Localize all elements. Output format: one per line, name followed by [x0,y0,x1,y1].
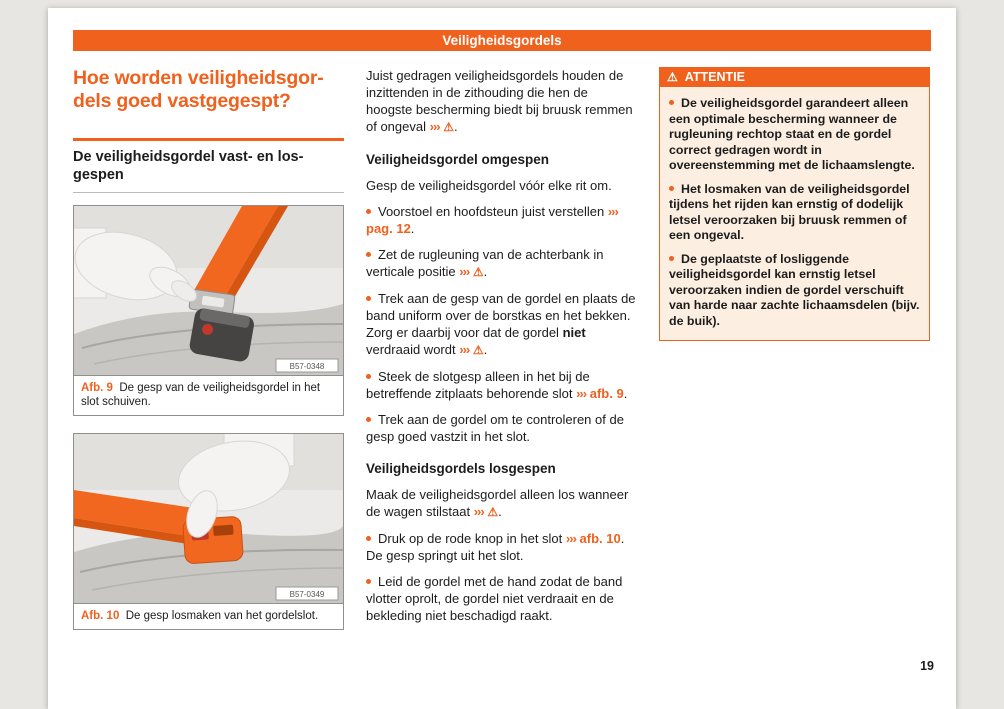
bullet-dot [366,296,371,301]
paragraph-text: . [483,264,488,279]
image-code: B57-0349 [289,590,325,599]
reference-marker: ››› [459,342,470,357]
image-code-label [276,359,338,372]
figure-afb-9-caption-text: De gesp van de veiligheidsgordel in het slot schuiven. [81,382,321,408]
figure-afb-9 [73,205,344,416]
figure-reference: afb. 10 [579,531,621,546]
right-column [659,67,930,647]
subsection-title-line-2: gespen [73,167,124,183]
bullet-release-1 [366,530,637,564]
paragraph-text: verdraaid wordt [366,342,456,357]
attention-text: Het losmaken van de veiligheidsgordel tijdens het rijden kan ernstig of dodelijk letsel veroorzaken bij bruusk remmen of een ongeval. [669,181,910,242]
bullet-fasten-5 [366,411,637,445]
paragraph-text: Steek de slotgesp alleen in het bij de betreffende zitplaats behorende slot [366,369,590,401]
figure-afb-9-caption [74,376,343,415]
middle-column [366,67,637,647]
page-number: 19 [920,659,934,673]
paragraph-text: Zet de rugleuning van de achterbank in verticale positie [366,247,604,279]
warning-triangle-icon: ⚠ [443,120,455,134]
warning-triangle-icon: ⚠ [667,70,678,84]
image-code: B57-0348 [289,362,325,371]
intro-paragraph [366,67,637,136]
attention-box [659,67,930,341]
bullet-dot [366,417,371,422]
paragraph-text: Leid de gordel met de hand zodat de band vlotter oprolt, de gordel niet verdraait en de bekleding niet beschadigd raakt. [366,574,623,623]
attention-header [659,67,930,87]
reference-marker: ››› [429,119,440,134]
attention-item-2 [669,182,920,244]
release-intro-paragraph [366,486,637,521]
attention-text: De veiligheidsgordel garandeert alleen een optimale bescherming wanneer de rugleuning rechtop staat en de gordel correct gedragen wordt in overeenstemming met de lichaamslengte. [669,96,915,172]
subsection-title-line-1: De veiligheidsgordel vast- en los- [73,149,304,165]
page-title-line-1: Hoe worden veiligheidsgor- [73,67,324,89]
subsection-title [73,138,344,193]
bullet-dot [366,579,371,584]
paragraph-text: Voorstoel en hoofdsteun juist verstellen [378,204,605,219]
page-title [73,67,344,113]
figure-afb-10-image [74,434,343,604]
bullet-dot [669,100,674,105]
heading-fasten: Veiligheidsgordel omgespen [366,152,550,167]
paragraph-text: Trek aan de gordel om te controleren of de gesp goed vastzit in het slot. [366,412,624,444]
figure-afb-10-caption-text: De gesp losmaken van het gordelslot. [125,610,319,622]
figure-afb-10-caption [74,604,343,629]
reference-marker: ››› [565,531,576,546]
figure-afb-10 [73,433,344,630]
paragraph-text: . [623,386,628,401]
image-code-label [276,587,338,600]
bullet-fasten-4 [366,368,637,402]
bullet-dot [366,374,371,379]
figure-afb-9-image [74,206,343,376]
figure-afb-10-label: Afb. 10 [81,610,120,622]
bullet-dot [366,536,371,541]
paragraph-text: . [454,119,458,134]
page-reference: pag. 12 [366,221,411,236]
paragraph-text: Maak de veiligheidsgordel alleen los wanneer de wagen stilstaat [366,487,629,519]
reference-marker: ››› [576,386,587,401]
figure-afb-9-label: Afb. 9 [81,382,113,394]
attention-item-1 [669,96,920,174]
bullet-fasten-3 [366,290,637,359]
warning-triangle-icon: ⚠ [472,265,484,279]
seatbelt-insert-illustration [74,206,343,376]
chapter-header-bar [73,30,931,51]
bullet-dot [366,252,371,257]
fasten-intro-paragraph: Gesp de veiligheidsgordel vóór elke rit om. [366,178,612,193]
figure-reference: afb. 9 [589,386,624,401]
reference-marker: ››› [473,504,484,519]
bullet-release-2 [366,573,637,624]
attention-text: De geplaatste of losliggende veiligheidsgordel kan ernstig letsel veroorzaken indien de gordel verschuift van harde naar zachte lichaamsdelen (bijv. de buik). [669,251,920,328]
paragraph-text: Trek aan de gesp van de gordel en plaats de band uniform over de borstkas en het bekken. Zorg er daarbij voor dat de gordel [366,291,636,340]
attention-title: ATTENTIE [684,70,745,84]
paragraph-text: . [498,504,502,519]
reference-marker: ››› [459,264,470,279]
bullet-dot [669,256,674,261]
attention-item-3 [669,252,920,330]
attention-body [659,87,930,341]
emphasis-word: niet [562,325,586,340]
bullet-fasten-2 [366,246,637,281]
bullet-fasten-1 [366,203,637,237]
chapter-title: Veiligheidsgordels [442,33,562,48]
page-columns [73,67,931,647]
paragraph-text: Juist gedragen veiligheidsgordels houden de inzittenden in de zithouding die hen de hoogste bescherming biedt bij bruusk remmen of ongeval [366,68,633,134]
paragraph-text: . [410,221,415,236]
heading-release: Veiligheidsgordels losgespen [366,461,556,476]
page-title-line-2: dels goed vastgegespt? [73,90,291,112]
bullet-dot [366,209,371,214]
paragraph-text: . De gesp springt uit het slot. [366,531,625,563]
warning-triangle-icon: ⚠ [472,343,484,357]
paragraph-text: . [483,342,488,357]
warning-triangle-icon: ⚠ [487,505,499,519]
manual-page [48,8,956,709]
seatbelt-release-illustration [74,434,343,604]
reference-marker: ››› [607,204,618,219]
paragraph-text: Druk op de rode knop in het slot [378,531,563,546]
left-column [73,67,344,647]
bullet-dot [669,186,674,191]
